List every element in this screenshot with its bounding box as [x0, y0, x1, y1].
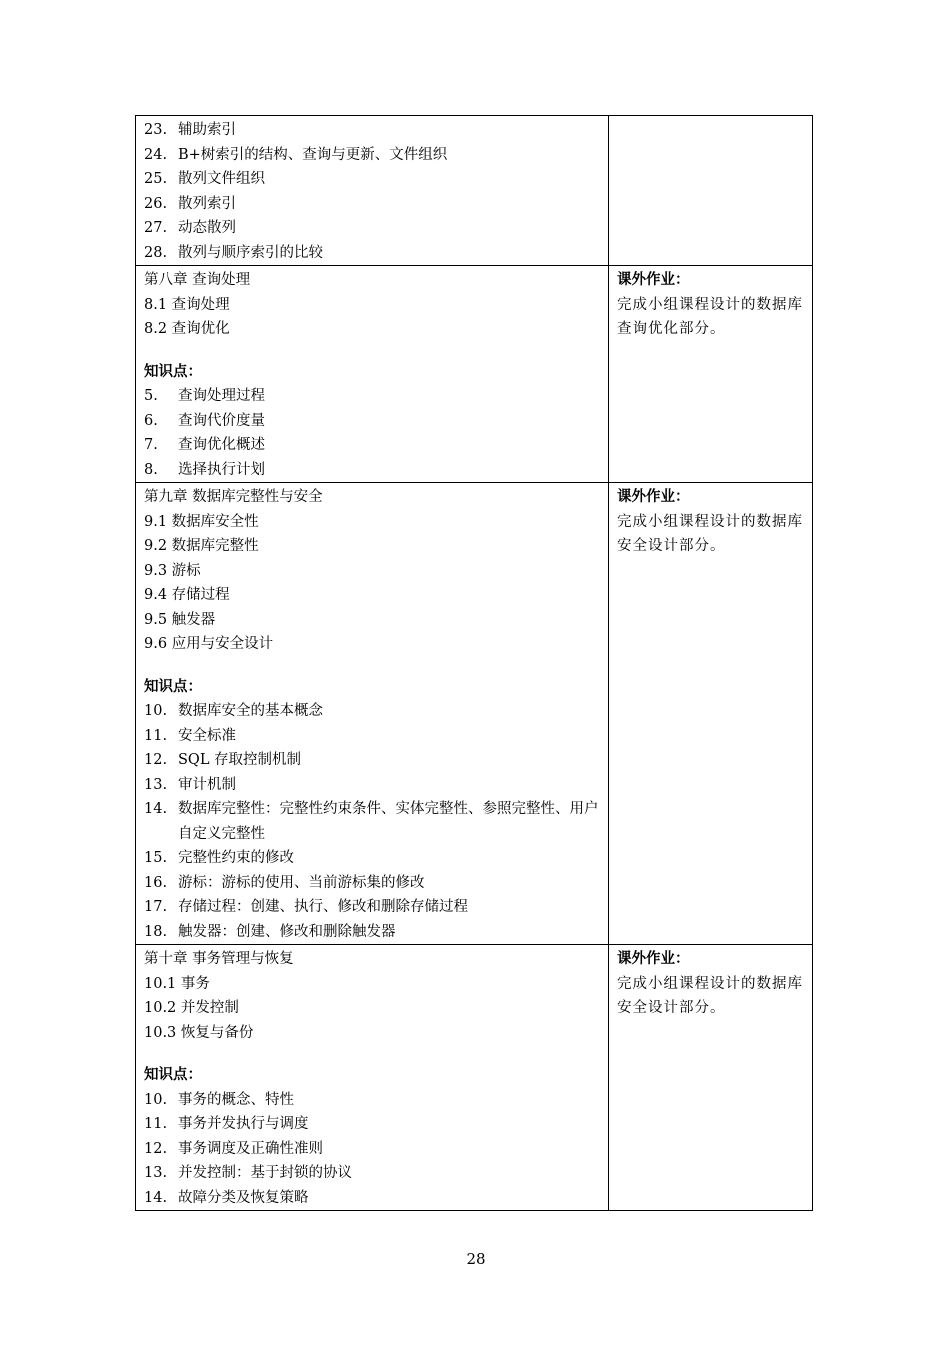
item-number: 10. — [144, 1091, 168, 1108]
section-item: 9.1 数据库安全性 — [144, 513, 259, 530]
item-text: SQL 存取控制机制 — [178, 752, 302, 768]
chapter-heading: 第十章 事务管理与恢复 — [144, 951, 294, 967]
chapter-heading: 第八章 查询处理 — [144, 272, 251, 288]
page-number: 28 — [466, 1250, 486, 1268]
knowledge-item — [144, 699, 600, 724]
syllabus-table — [135, 115, 813, 1211]
homework-text: 完成小组课程设计的数据库查询优化部分。 — [617, 296, 803, 337]
item-text: 审计机制 — [178, 776, 236, 793]
section-item: 9.2 数据库完整性 — [144, 538, 259, 554]
item-text: 完整性约束的修改 — [178, 850, 294, 866]
item-text: 游标：游标的使用、当前游标集的修改 — [178, 874, 425, 891]
spacer — [144, 657, 600, 675]
item-text: 数据库完整性：完整性约束条件、实体完整性、参照完整性、用户自定义完整性 — [178, 801, 599, 842]
content-cell — [136, 116, 609, 266]
item-text: 事务并发执行与调度 — [178, 1116, 309, 1132]
item-number: 5. — [144, 388, 158, 404]
knowledge-item — [144, 384, 600, 409]
section-item: 10.3 恢复与备份 — [144, 1024, 254, 1041]
item-number: 25. — [144, 171, 168, 187]
knowledge-item — [144, 409, 600, 434]
item-text: 故障分类及恢复策略 — [178, 1189, 309, 1206]
item-number: 17. — [144, 899, 168, 915]
item-text: 查询处理过程 — [178, 388, 265, 404]
item-number: 14. — [144, 1189, 168, 1206]
section-item: 8.2 查询优化 — [144, 321, 230, 337]
item-text: 散列与顺序索引的比较 — [178, 244, 323, 261]
knowledge-item — [144, 871, 600, 896]
item-number: 13. — [144, 1165, 168, 1181]
knowledge-points-label: 知识点： — [144, 362, 202, 380]
item-number: 18. — [144, 923, 168, 940]
item-text: 触发器：创建、修改和删除触发器 — [178, 923, 396, 940]
section-item: 9.4 存储过程 — [144, 587, 230, 603]
table-row — [136, 266, 813, 483]
knowledge-item — [144, 216, 600, 241]
knowledge-item — [144, 1137, 600, 1162]
knowledge-item — [144, 773, 600, 798]
knowledge-item — [144, 1186, 600, 1211]
knowledge-item — [144, 241, 600, 266]
item-number: 11. — [144, 727, 168, 744]
section-item: 9.5 触发器 — [144, 611, 216, 628]
item-text: 数据库安全的基本概念 — [178, 703, 323, 719]
item-number: 12. — [144, 1140, 168, 1157]
item-text: 事务的概念、特性 — [178, 1091, 294, 1108]
section-item: 8.1 查询处理 — [144, 296, 230, 313]
knowledge-item — [144, 724, 600, 749]
knowledge-item — [144, 797, 600, 846]
spacer — [144, 342, 600, 360]
item-number: 8. — [144, 461, 158, 478]
content-cell — [136, 266, 609, 483]
knowledge-item — [144, 118, 600, 143]
item-text: 并发控制：基于封锁的协议 — [178, 1165, 352, 1181]
knowledge-points-label: 知识点： — [144, 677, 202, 695]
table-row — [136, 483, 813, 945]
knowledge-item — [144, 895, 600, 920]
knowledge-item — [144, 1161, 600, 1186]
homework-title: 课外作业： — [617, 488, 690, 505]
homework-text: 完成小组课程设计的数据库安全设计部分。 — [617, 975, 803, 1016]
item-number: 14. — [144, 801, 168, 817]
homework-title: 课外作业： — [617, 271, 690, 288]
knowledge-item — [144, 458, 600, 483]
content-cell — [136, 945, 609, 1211]
item-text: 查询优化概述 — [178, 437, 265, 453]
item-text: 散列文件组织 — [178, 171, 265, 187]
knowledge-item — [144, 1112, 600, 1137]
section-item: 10.2 并发控制 — [144, 1000, 239, 1016]
knowledge-item — [144, 192, 600, 217]
section-item: 9.3 游标 — [144, 562, 201, 579]
knowledge-item — [144, 433, 600, 458]
knowledge-item — [144, 167, 600, 192]
homework-cell — [609, 266, 813, 483]
item-text: 查询代价度量 — [178, 412, 265, 429]
section-item: 10.1 事务 — [144, 975, 210, 992]
spacer — [144, 1045, 600, 1063]
knowledge-item — [144, 748, 600, 773]
item-number: 26. — [144, 195, 168, 212]
item-number: 12. — [144, 752, 168, 768]
item-text: 安全标准 — [178, 727, 236, 744]
table-row — [136, 945, 813, 1211]
knowledge-points-label: 知识点： — [144, 1066, 202, 1083]
section-item: 9.6 应用与安全设计 — [144, 636, 274, 652]
item-text: 动态散列 — [178, 220, 236, 236]
item-text: 辅助索引 — [178, 122, 236, 138]
homework-cell — [609, 945, 813, 1211]
item-number: 16. — [144, 874, 168, 891]
item-number: 27. — [144, 220, 168, 236]
homework-title: 课外作业： — [617, 950, 690, 967]
item-text: B+树索引的结构、查询与更新、文件组织 — [178, 146, 448, 163]
item-text: 存储过程：创建、执行、修改和删除存储过程 — [178, 899, 468, 915]
homework-text: 完成小组课程设计的数据库安全设计部分。 — [617, 513, 803, 554]
item-number: 23. — [144, 122, 168, 138]
homework-cell — [609, 116, 813, 266]
item-number: 28. — [144, 244, 168, 261]
item-text: 散列索引 — [178, 195, 236, 212]
item-number: 11. — [144, 1116, 168, 1132]
content-cell — [136, 483, 609, 945]
item-text: 选择执行计划 — [178, 461, 265, 478]
knowledge-item — [144, 920, 600, 945]
table-row — [136, 116, 813, 266]
item-number: 15. — [144, 850, 168, 866]
chapter-heading: 第九章 数据库完整性与安全 — [144, 489, 323, 505]
item-number: 13. — [144, 776, 168, 793]
item-number: 10. — [144, 703, 168, 719]
item-number: 6. — [144, 412, 158, 429]
item-text: 事务调度及正确性准则 — [178, 1140, 323, 1157]
knowledge-item — [144, 143, 600, 168]
table-body — [136, 116, 813, 1211]
homework-cell — [609, 483, 813, 945]
knowledge-item — [144, 1088, 600, 1113]
item-number: 7. — [144, 437, 158, 453]
knowledge-item — [144, 846, 600, 871]
item-number: 24. — [144, 146, 168, 163]
